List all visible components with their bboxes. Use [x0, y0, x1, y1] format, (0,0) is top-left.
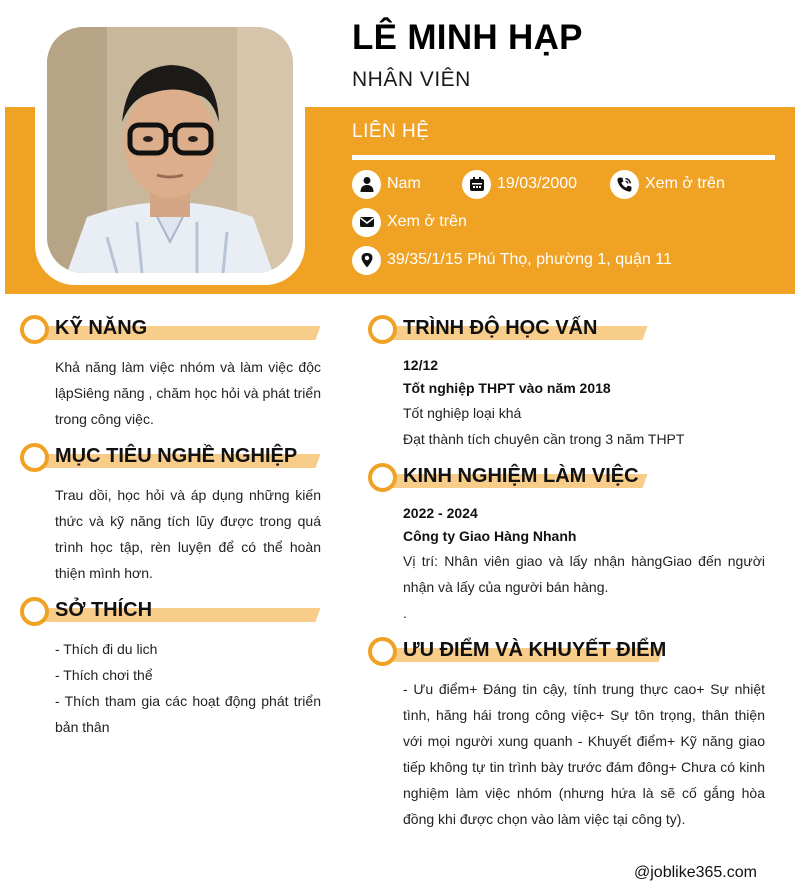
hobby-item: - Thích chơi thể	[55, 667, 153, 683]
hobbies-section-title	[20, 596, 321, 626]
contact-divider	[352, 155, 775, 160]
gender-value: Nam	[387, 175, 421, 192]
birthdate-value: 19/03/2000	[497, 175, 578, 192]
skills-text: Khả năng làm việc nhóm và làm việc độc lậpSiêng năng , chăm học hỏi và phát triển trong công việc.	[55, 359, 321, 427]
contact-phone	[610, 169, 725, 199]
experience-section-title	[368, 462, 648, 492]
phone-value: Xem ở trên	[645, 175, 725, 192]
experience-company: Công ty Giao Hàng Nhanh	[403, 528, 577, 544]
section-heading: TRÌNH ĐỘ HỌC VẤN	[403, 317, 598, 339]
education-section-title	[368, 314, 648, 344]
objective-text: Trau dồi, học hỏi và áp dụng những kiến thức và kỹ năng tích lũy được trong quá trình học tập, rèn luyện để có thể hoàn thiện mình hơn.	[55, 487, 321, 581]
education-heading: Tốt nghiệp THPT vào năm 2018	[403, 380, 611, 396]
contact-gender	[352, 169, 421, 199]
watermark: @joblike365.com	[634, 864, 757, 881]
contact-address	[352, 245, 672, 275]
contact-birthdate	[462, 169, 577, 199]
skills-section-title	[20, 314, 321, 344]
circle-bullet-icon	[20, 597, 49, 626]
hobby-item: - Thích tham gia các hoạt động phát triển bản thân	[55, 693, 321, 735]
experience-note: .	[403, 605, 407, 621]
email-icon	[352, 208, 381, 237]
hobby-item: - Thích đi du lich	[55, 641, 158, 657]
section-heading: KỸ NĂNG	[55, 317, 148, 339]
location-pin-icon	[352, 246, 381, 275]
pros-cons-section-title	[368, 636, 667, 666]
phone-icon	[610, 170, 639, 199]
circle-bullet-icon	[368, 637, 397, 666]
section-heading: KINH NGHIỆM LÀM VIỆC	[403, 465, 639, 487]
education-detail: Đạt thành tích chuyên cần trong 3 năm THPT	[403, 431, 685, 447]
job-title: NHÂN VIÊN	[352, 68, 471, 91]
contact-email	[352, 207, 467, 237]
calendar-icon	[462, 170, 491, 199]
circle-bullet-icon	[368, 315, 397, 344]
education-period: 12/12	[403, 357, 439, 373]
address-value: 39/35/1/15 Phú Thọ, phường 1, quận 11	[387, 251, 672, 268]
person-icon	[352, 170, 381, 199]
objective-section-title	[20, 442, 321, 472]
contact-heading: LIÊN HỆ	[352, 121, 430, 142]
email-value: Xem ở trên	[387, 213, 467, 230]
profile-photo	[47, 27, 293, 273]
section-heading: ƯU ĐIỂM VÀ KHUYẾT ĐIỂM	[403, 639, 667, 661]
circle-bullet-icon	[20, 443, 49, 472]
section-heading: MỤC TIÊU NGHỀ NGHIỆP	[55, 445, 298, 467]
education-detail: Tốt nghiệp loại khá	[403, 405, 522, 421]
experience-period: 2022 - 2024	[403, 505, 478, 521]
section-heading: SỞ THÍCH	[55, 599, 153, 621]
circle-bullet-icon	[368, 463, 397, 492]
experience-description: Vị trí: Nhân viên giao và lấy nhận hàngGiao đến người nhận và lấy của người bán hàng.	[403, 553, 765, 595]
pros-cons-text: - Ưu điểm+ Đáng tin cậy, tính trung thực cao+ Sự nhiệt tình, hăng hái trong công việc+ Sự tôn trọng, thân thiện với mọi người xung quanh - Khuyết điểm+ Kỹ năng giao tiếp không tự tin trình bày trước đám đông+ Chưa có kinh nghiệm làm việc nhóm (nhưng hứa là sẽ cố gắng hòa đồng khi được chọn vào làm việc tại công ty).	[403, 681, 765, 827]
person-name: LÊ MINH HẠP	[352, 18, 583, 57]
circle-bullet-icon	[20, 315, 49, 344]
